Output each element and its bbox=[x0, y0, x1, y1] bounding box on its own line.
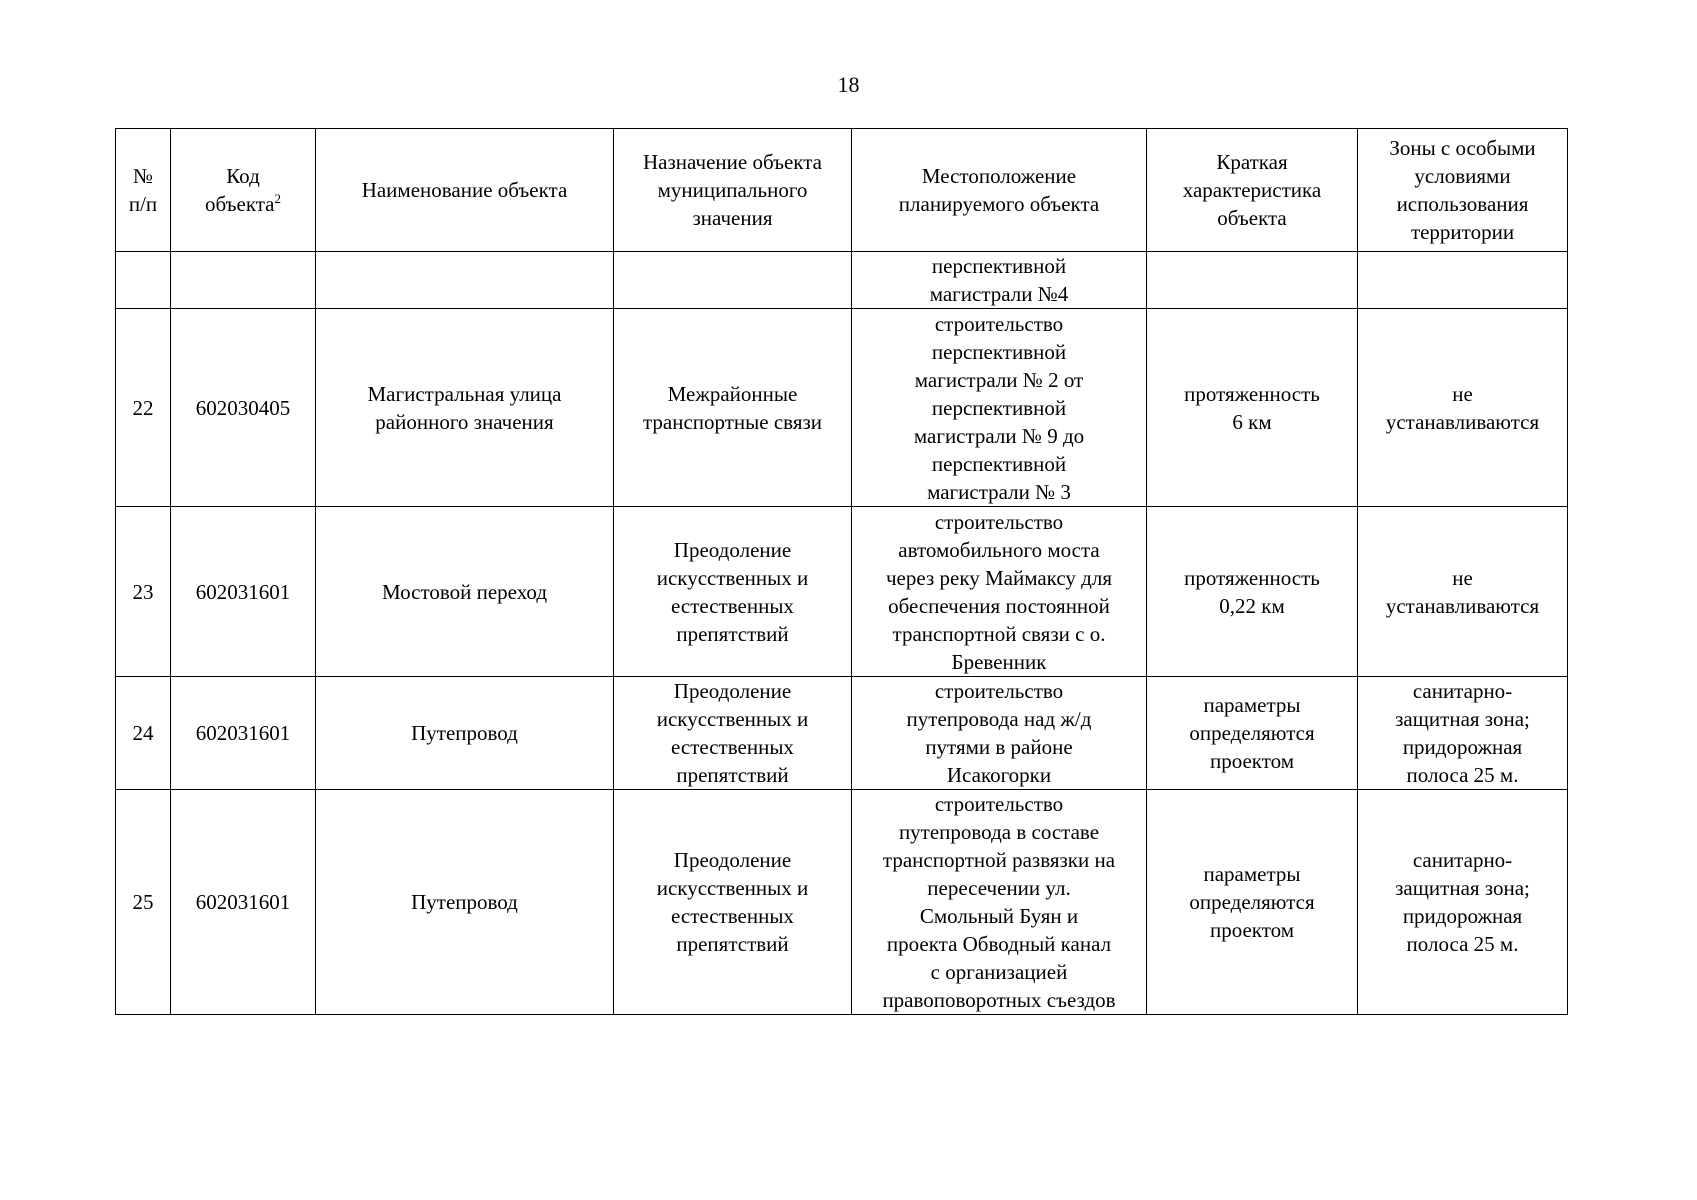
cell-location: перспективной магистрали №4 bbox=[852, 252, 1147, 309]
cell-characteristic: параметры определяются проектом bbox=[1147, 677, 1358, 790]
cell-zones: санитарно- защитная зона; придорожная полоса 25 м. bbox=[1358, 677, 1568, 790]
cell-purpose bbox=[614, 252, 852, 309]
cell-name: Магистральная улица районного значения bbox=[316, 309, 614, 507]
header-characteristic: Краткая характеристика объекта bbox=[1147, 129, 1358, 252]
cell-characteristic: протяженность 0,22 км bbox=[1147, 507, 1358, 677]
cell-num bbox=[116, 252, 171, 309]
header-zones: Зоны с особыми условиями использования территории bbox=[1358, 129, 1568, 252]
cell-purpose: Межрайонные транспортные связи bbox=[614, 309, 852, 507]
cell-location: строительство путепровода над ж/д путями в районе Исакогорки bbox=[852, 677, 1147, 790]
table-row bbox=[116, 790, 1568, 1015]
header-code-footnote: 2 bbox=[274, 191, 282, 206]
page-number: 18 bbox=[837, 72, 860, 97]
cell-zones: санитарно- защитная зона; придорожная полоса 25 м. bbox=[1358, 790, 1568, 1015]
header-code-label: Код объекта bbox=[204, 164, 275, 216]
cell-num: 24 bbox=[116, 677, 171, 790]
cell-purpose: Преодоление искусственных и естественных препятствий bbox=[614, 507, 852, 677]
table-row bbox=[116, 252, 1568, 309]
cell-location: строительство автомобильного моста через реку Маймаксу для обеспечения постоянной транспортной связи с о. Бревенник bbox=[852, 507, 1147, 677]
cell-code: 602031601 bbox=[171, 790, 316, 1015]
table-row bbox=[116, 309, 1568, 507]
cell-num: 22 bbox=[116, 309, 171, 507]
cell-name: Путепровод bbox=[316, 790, 614, 1015]
cell-characteristic: протяженность 6 км bbox=[1147, 309, 1358, 507]
cell-location: строительство путепровода в составе транспортной развязки на пересечении ул. Смольный Буян и проекта Обводный канал с организацией правоповоротных съездов bbox=[852, 790, 1147, 1015]
cell-location: строительство перспективной магистрали № 2 от перспективной магистрали № 9 до перспективной магистрали № 3 bbox=[852, 309, 1147, 507]
cell-num: 23 bbox=[116, 507, 171, 677]
cell-code: 602031601 bbox=[171, 677, 316, 790]
cell-code: 602030405 bbox=[171, 309, 316, 507]
cell-name: Мостовой переход bbox=[316, 507, 614, 677]
cell-zones bbox=[1358, 252, 1568, 309]
header-code bbox=[171, 129, 316, 252]
cell-characteristic: параметры определяются проектом bbox=[1147, 790, 1358, 1015]
cell-code bbox=[171, 252, 316, 309]
objects-table bbox=[115, 128, 1568, 1015]
cell-num: 25 bbox=[116, 790, 171, 1015]
header-location: Местоположение планируемого объекта bbox=[852, 129, 1147, 252]
cell-zones: не устанавливаются bbox=[1358, 309, 1568, 507]
cell-zones: не устанавливаются bbox=[1358, 507, 1568, 677]
header-purpose: Назначение объекта муниципального значения bbox=[614, 129, 852, 252]
cell-characteristic bbox=[1147, 252, 1358, 309]
cell-name: Путепровод bbox=[316, 677, 614, 790]
table-row bbox=[116, 677, 1568, 790]
cell-purpose: Преодоление искусственных и естественных препятствий bbox=[614, 790, 852, 1015]
cell-purpose: Преодоление искусственных и естественных препятствий bbox=[614, 677, 852, 790]
header-num: № п/п bbox=[116, 129, 171, 252]
table-header-row bbox=[116, 129, 1568, 252]
table-row bbox=[116, 507, 1568, 677]
header-name: Наименование объекта bbox=[316, 129, 614, 252]
cell-code: 602031601 bbox=[171, 507, 316, 677]
cell-name bbox=[316, 252, 614, 309]
